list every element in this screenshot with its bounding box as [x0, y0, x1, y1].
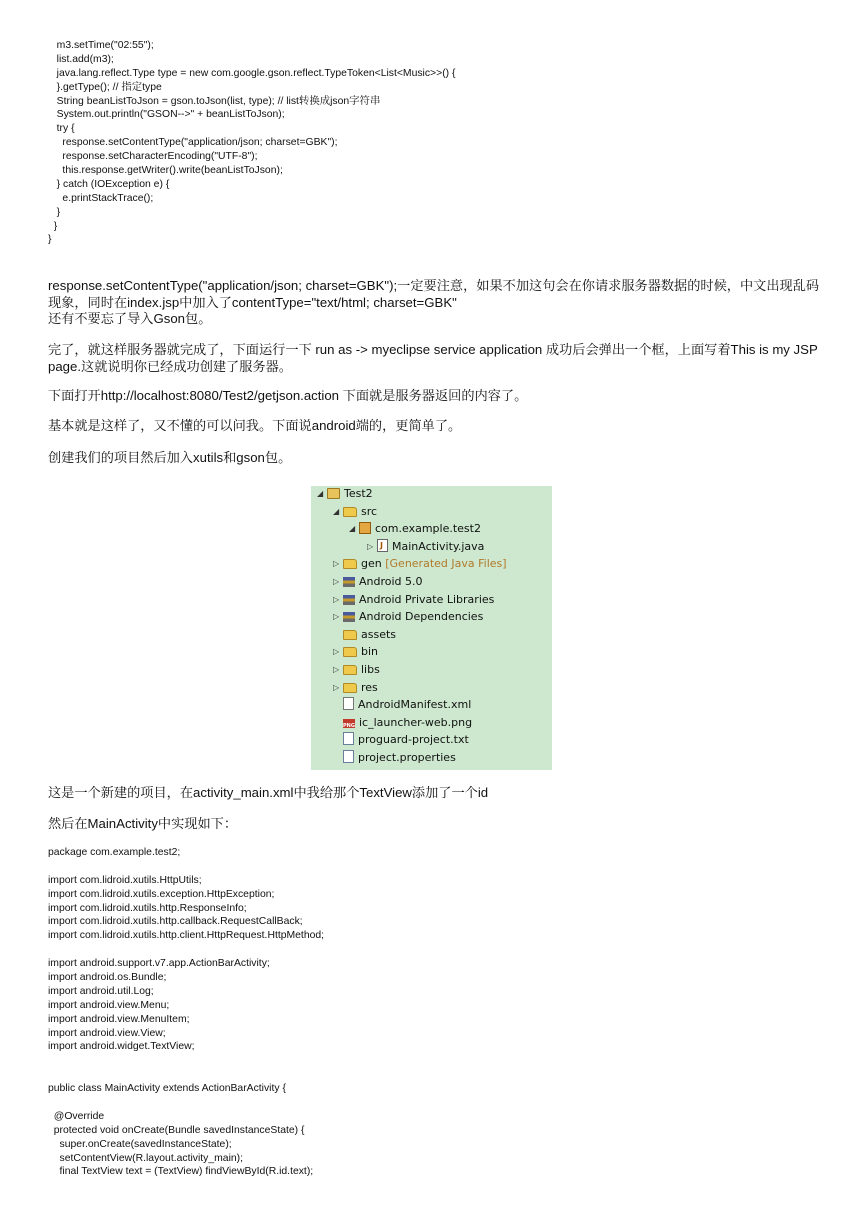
code-line: import com.lidroid.xutils.http.ResponseInfo; — [48, 902, 247, 914]
code-line — [48, 1068, 838, 1082]
collapsed-arrow-icon: ▷ — [333, 647, 340, 657]
source-folder-icon — [343, 559, 357, 569]
folder-icon — [343, 630, 357, 640]
folder-icon — [343, 647, 357, 657]
collapsed-arrow-icon: ▷ — [333, 682, 340, 692]
project-icon — [327, 488, 340, 499]
package-icon — [359, 522, 371, 534]
paragraph-server-done: 完了，就这样服务器就完成了，下面运行一下 run as -> myeclipse service application 成功后会弹出一个框，上面写着This is my JSP page.这就说明你已经成功创建了服务器。 — [48, 342, 818, 374]
tree-node-src: ◢ src — [333, 503, 377, 521]
code-line: }.getType(); // 指定type — [48, 81, 162, 93]
paragraph-implement: 然后在MainActivity中实现如下： — [48, 816, 238, 831]
collapsed-arrow-icon: ▷ — [333, 612, 340, 622]
code-line: final TextView text = (TextView) findViewById(R.id.text); — [48, 1166, 314, 1178]
code-line: import com.lidroid.xutils.HttpUtils; — [48, 874, 202, 886]
code-block-android — [48, 846, 838, 1179]
code-line: m3.setTime("02:55"); — [48, 40, 154, 51]
tree-node-manifest: AndroidManifest.xml — [333, 696, 471, 714]
project-explorer-screenshot — [311, 486, 552, 770]
tree-node-dependencies: ▷ Android Dependencies — [333, 608, 483, 626]
code-line: } — [48, 234, 52, 246]
folder-icon — [343, 665, 357, 675]
code-line: import com.lidroid.xutils.exception.HttpException; — [48, 888, 275, 900]
tree-node-bin: ▷ bin — [333, 643, 378, 661]
code-line: response.setCharacterEncoding("UTF-8"); — [48, 151, 258, 163]
code-line: try { — [48, 123, 75, 135]
code-line: import android.widget.TextView; — [48, 1041, 195, 1053]
paragraph-create-project: 创建我们的项目然后加入xutils和gson包。 — [48, 450, 292, 465]
tree-node-android50: ▷ Android 5.0 — [333, 573, 423, 591]
code-line: } catch (IOException e) { — [48, 178, 170, 190]
code-line — [48, 1054, 838, 1068]
tree-node-proguard: proguard-project.txt — [333, 731, 469, 749]
tree-node-assets: assets — [333, 626, 396, 644]
code-line: import android.os.Bundle; — [48, 972, 167, 984]
collapsed-arrow-icon: ▷ — [333, 577, 340, 586]
tree-node-res: ▷ res — [333, 679, 378, 697]
library-icon — [343, 595, 355, 605]
code-line: protected void onCreate(Bundle savedInstanceState) { — [48, 1124, 305, 1136]
paragraph-open-url: 下面打开http://localhost:8080/Test2/getjson.action 下面就是服务器返回的内容了。 — [48, 388, 528, 403]
tree-node-private-libs: ▷ Android Private Libraries — [333, 591, 494, 609]
tree-node-package: ◢ com.example.test2 — [349, 520, 481, 538]
code-line: package com.example.test2; — [48, 847, 181, 858]
png-file-icon — [343, 719, 355, 728]
paragraph-line: 还有不要忘了导入Gson包。 — [48, 311, 212, 326]
code-line — [48, 1096, 838, 1110]
code-line: System.out.println("GSON-->" + beanListToJson); — [48, 109, 285, 121]
code-line: java.lang.reflect.Type type = new com.google.gson.reflect.TypeToken<List<Music>>() { — [48, 67, 456, 79]
code-line — [48, 943, 838, 957]
code-line: String beanListToJson = gson.toJson(list, type); // list转换成json字符串 — [48, 95, 381, 107]
paragraph-new-project: 这是一个新建的项目，在activity_main.xml中我给那个TextView添加了一个id — [48, 785, 489, 800]
collapsed-arrow-icon: ▷ — [333, 559, 340, 569]
code-line: super.onCreate(savedInstanceState); — [48, 1138, 232, 1150]
code-line: import android.support.v7.app.ActionBarActivity; — [48, 958, 270, 970]
code-line: import com.lidroid.xutils.http.callback.RequestCallBack; — [48, 916, 303, 928]
paragraph-line: response.setContentType("application/json; charset=GBK");一定要注意，如果不加这句会在你请求服务器数据的时候，中文出现乱码现象，同时在index.jsp中加入了contentType="text/html; charset=GBK" — [48, 278, 820, 310]
expanded-arrow-icon: ◢ — [349, 524, 356, 534]
text-file-icon — [343, 750, 354, 763]
code-line — [48, 860, 838, 874]
expanded-arrow-icon: ◢ — [317, 489, 324, 498]
tree-node-project: ◢ Test2 — [317, 486, 373, 503]
tree-node-launcher-png: PNGic_launcher-web.png — [333, 714, 472, 732]
tree-node-project-properties: project.properties — [333, 749, 456, 767]
code-line: import android.util.Log; — [48, 985, 154, 997]
collapsed-arrow-icon: ▷ — [367, 541, 374, 551]
code-line: } — [48, 220, 58, 232]
paragraph-content-type-note — [48, 278, 820, 328]
code-line: import android.view.View; — [48, 1027, 166, 1039]
code-line: list.add(m3); — [48, 53, 114, 65]
code-line: import android.view.MenuItem; — [48, 1013, 190, 1025]
xml-file-icon — [343, 697, 354, 710]
library-icon — [343, 577, 355, 587]
code-line: import com.lidroid.xutils.http.client.HttpRequest.HttpMethod; — [48, 930, 325, 942]
code-line: import android.view.Menu; — [48, 999, 170, 1011]
folder-icon — [343, 683, 357, 693]
java-file-icon — [377, 539, 388, 552]
code-block-server — [48, 39, 838, 247]
tree-node-main-java: ▷J MainActivity.java — [367, 538, 484, 556]
source-folder-icon — [343, 507, 357, 517]
code-line: this.response.getWriter().write(beanListToJson); — [48, 165, 283, 177]
code-line: setContentView(R.layout.activity_main); — [48, 1152, 244, 1164]
tree-node-gen: ▷ gen [Generated Java Files] — [333, 555, 507, 573]
library-icon — [343, 612, 355, 622]
text-file-icon — [343, 732, 354, 745]
code-line: @Override — [48, 1110, 105, 1122]
code-line: } — [48, 206, 61, 218]
collapsed-arrow-icon: ▷ — [333, 594, 340, 604]
code-line: e.printStackTrace(); — [48, 192, 154, 204]
tree-node-libs: ▷ libs — [333, 661, 380, 679]
code-line: response.setContentType("application/json; charset=GBK"); — [48, 137, 338, 149]
paragraph-android-intro: 基本就是这样了，又不懂的可以问我。下面说android端的，更简单了。 — [48, 418, 462, 433]
expanded-arrow-icon: ◢ — [333, 506, 340, 516]
collapsed-arrow-icon: ▷ — [333, 665, 340, 674]
code-line: public class MainActivity extends ActionBarActivity { — [48, 1083, 286, 1095]
